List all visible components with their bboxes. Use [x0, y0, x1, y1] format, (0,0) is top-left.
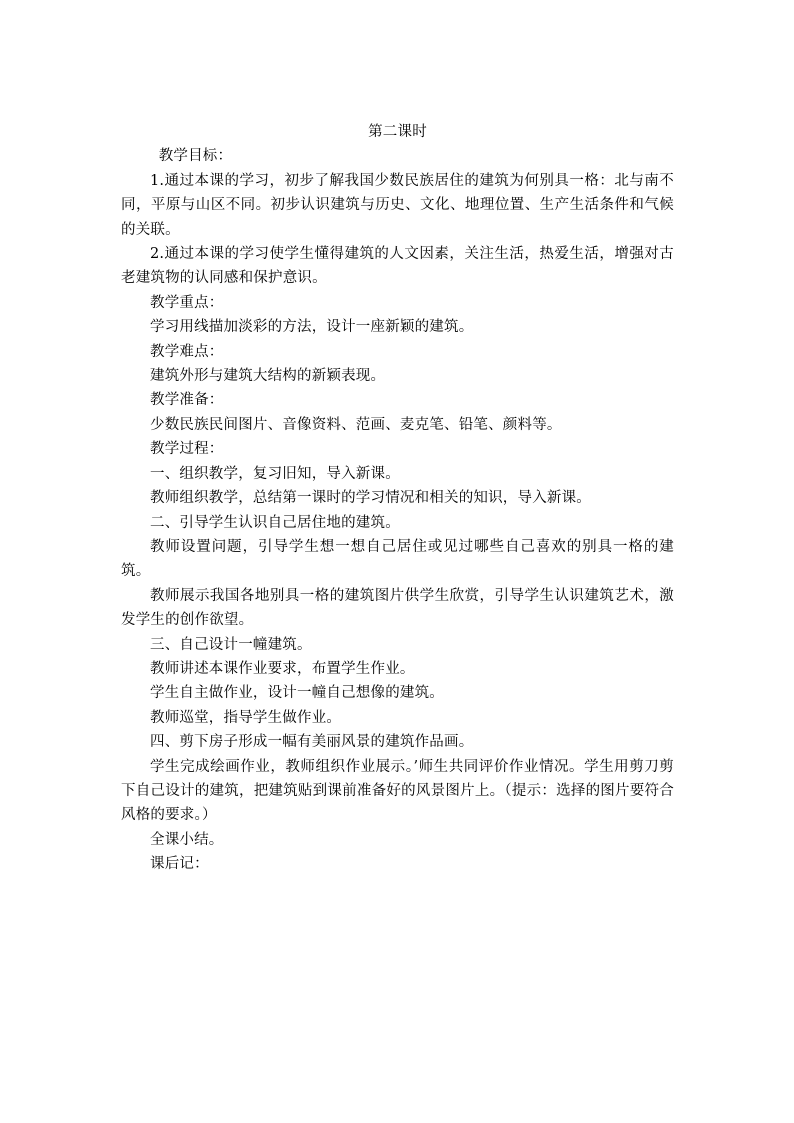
step-heading-2: 二、引导学生认识自己居住地的建筑。 [150, 514, 400, 531]
paragraph-step-2a: 教师设置问题，引导学生想一想自己居住或见过哪些自己喜欢的别具一格的建筑。 [121, 538, 674, 580]
document-body [121, 120, 674, 877]
step-heading-3: 三、自己设计一幢建筑。 [150, 636, 312, 653]
paragraph-key-points: 学习用线描加淡彩的方法，设计一座新颖的建筑。 [150, 319, 474, 336]
paragraph-difficulties: 建筑外形与建筑大结构的新颖表现。 [150, 368, 386, 385]
paragraph-step-4: 学生完成绘画作业，教师组织作业展示。’师生共同评价作业情况。学生用剪刀剪下自己设计的建筑，把建筑贴到课前准备好的风景图片上。（提示：选择的图片要符合风格的要求。） [121, 758, 674, 824]
paragraph-preparation: 少数民族民间图片、音像资料、范画、麦克笔、铅笔、颜料等。 [150, 416, 562, 433]
page-title: 第二课时 [368, 124, 427, 140]
paragraph-summary: 全课小结。 [150, 831, 224, 848]
paragraph-after-class-notes: 课后记： [150, 856, 209, 873]
paragraph-objective-1: 1.通过本课的学习，初步了解我国少数民族居住的建筑为何别具一格：北与南不同，平原与山区不同。初步认识建筑与历史、文化、地理位置、生产生活条件和气候的关联。 [121, 172, 674, 238]
paragraph-step-1: 教师组织教学，总结第一课时的学习情况和相关的知识，导入新课。 [150, 490, 591, 507]
section-heading-difficulties: 教学难点： [150, 343, 224, 360]
paragraph-step-2b: 教师展示我国各地别具一格的建筑图片供学生欣赏，引导学生认识建筑艺术，激发学生的创作欲望。 [121, 587, 674, 629]
step-heading-4: 四、剪下房子形成一幅有美丽风景的建筑作品画。 [150, 734, 474, 751]
paragraph-step-3b: 学生自主做作业，设计一幢自己想像的建筑。 [150, 685, 444, 702]
paragraph-step-3a: 教师讲述本课作业要求，布置学生作业。 [150, 660, 415, 677]
paragraph-objective-2: 2.通过本课的学习使学生懂得建筑的人文因素，关注生活，热爱生活，增强对古老建筑物的认同感和保护意识。 [121, 246, 674, 287]
section-heading-process: 教学过程： [150, 441, 224, 458]
paragraph-step-3c: 教师巡堂，指导学生做作业。 [150, 709, 342, 726]
step-heading-1: 一、组织教学，复习旧知，导入新课。 [150, 465, 400, 482]
section-heading-objectives: 教学目标： [158, 148, 233, 165]
section-heading-key-points: 教学重点： [150, 294, 224, 311]
section-heading-preparation: 教学准备： [150, 392, 224, 409]
